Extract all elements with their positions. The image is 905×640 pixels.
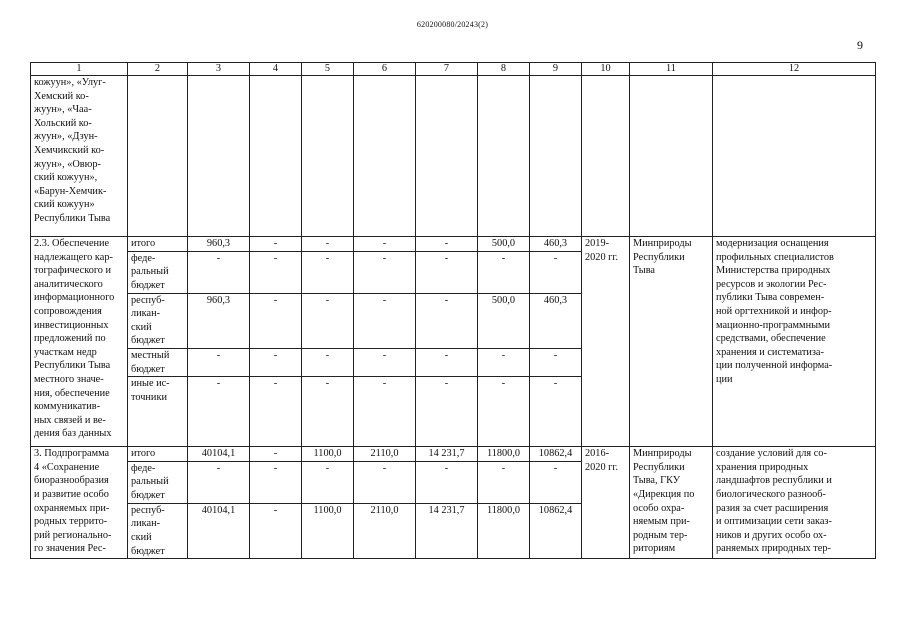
column-number: 5 — [302, 63, 354, 76]
funding-source: итого — [128, 237, 188, 252]
table-cell: 10862,4 — [530, 447, 582, 462]
period-cell: 2019- 2020 гг. — [582, 237, 630, 447]
funding-source: местный бюджет — [128, 348, 188, 376]
table-cell: - — [302, 237, 354, 252]
table-cell: - — [530, 377, 582, 447]
table-cell: 2110,0 — [354, 447, 416, 462]
table-cell: 10862,4 — [530, 503, 582, 558]
column-number: 2 — [128, 63, 188, 76]
table-cell: - — [302, 377, 354, 447]
column-number: 7 — [416, 63, 478, 76]
table-cell: - — [250, 237, 302, 252]
table-cell: - — [250, 377, 302, 447]
activity-name: 2.3. Обеспечение надлежащего кар- тографического и аналитического информационного сопровождения инвестиционных предложений по участкам недр Республики Тыва местного значе- ния, обеспечение коммуникатив- ных связей и ве- дения баз данных — [31, 237, 128, 447]
result-cell: модернизация оснащения профильных специалистов Министерства природных ресурсов и экологии Рес- публики Тыва современ- ной оргтехникой и инфор- мационно-программными средствами, обеспечение хранения и систематиза- ции полученной информа- ции — [713, 237, 876, 447]
table-cell: - — [302, 461, 354, 503]
table-cell: - — [416, 348, 478, 376]
table-cell: - — [354, 237, 416, 252]
column-number-row — [31, 63, 876, 76]
table-cell: 460,3 — [530, 237, 582, 252]
table-cell: - — [250, 348, 302, 376]
table-cell: - — [416, 293, 478, 348]
table-cell: - — [250, 293, 302, 348]
table-cell: - — [416, 237, 478, 252]
table-cell: - — [530, 348, 582, 376]
table-cell: - — [188, 251, 250, 293]
table-cell: 14 231,7 — [416, 447, 478, 462]
table-row — [31, 76, 876, 237]
table-cell: - — [302, 348, 354, 376]
table-cell: - — [188, 348, 250, 376]
executor-cell: Минприроды Республики Тыва, ГКУ «Дирекция по особо охра- няемым при- родным тер- риториям — [630, 447, 713, 559]
table-cell: - — [302, 251, 354, 293]
table-cell: - — [416, 461, 478, 503]
table-cell: - — [302, 293, 354, 348]
table-cell: - — [416, 377, 478, 447]
page-number: 9 — [857, 38, 863, 52]
activity-name: кожуун», «Улуг- Хемский ко- жуун», «Чаа- Хольский ко- жуун», «Дзун- Хемчикский ко- жуун», «Овюр- ский кожуун», «Барун-Хемчик- ский кожуун» Республики Тыва — [31, 76, 128, 237]
period-cell: 2016- 2020 гг. — [582, 447, 630, 559]
table-cell: 11800,0 — [478, 447, 530, 462]
table-cell: - — [530, 461, 582, 503]
table-cell: 500,0 — [478, 237, 530, 252]
table-cell: - — [188, 461, 250, 503]
table-cell: - — [188, 377, 250, 447]
column-number: 9 — [530, 63, 582, 76]
table-cell: 2110,0 — [354, 503, 416, 558]
table-cell: - — [354, 377, 416, 447]
table-cell: 1100,0 — [302, 503, 354, 558]
table-cell: - — [478, 251, 530, 293]
result-cell: создание условий для со- хранения природных ландшафтов республики и биологического разнооб- разия за счет расширения и оптимизации сети заказ- ников и других особо ох- раняемых природных тер- — [713, 447, 876, 559]
table-cell: - — [478, 461, 530, 503]
column-number: 10 — [582, 63, 630, 76]
column-number: 1 — [31, 63, 128, 76]
table-cell: - — [354, 461, 416, 503]
funding-source: феде- ральный бюджет — [128, 461, 188, 503]
column-number: 12 — [713, 63, 876, 76]
funding-source: итого — [128, 447, 188, 462]
table-row — [31, 237, 876, 252]
table-cell: 960,3 — [188, 237, 250, 252]
table-cell: - — [250, 447, 302, 462]
table-cell: 40104,1 — [188, 447, 250, 462]
table-cell: - — [354, 251, 416, 293]
table-cell: - — [354, 348, 416, 376]
activity-name: 3. Подпрограмма 4 «Сохранение биоразнообразия и развитие особо охраняемых при- родных террито- рий регионально- го значения Рес- — [31, 447, 128, 559]
program-table — [30, 62, 876, 559]
table-cell: 40104,1 — [188, 503, 250, 558]
table-cell: - — [416, 251, 478, 293]
funding-source: респуб- ликан- ский бюджет — [128, 293, 188, 348]
column-number: 6 — [354, 63, 416, 76]
table-cell: - — [478, 348, 530, 376]
table-row — [31, 447, 876, 462]
document-id: 620200080/20243(2) — [416, 20, 489, 29]
column-number: 11 — [630, 63, 713, 76]
column-number: 4 — [250, 63, 302, 76]
funding-source: феде- ральный бюджет — [128, 251, 188, 293]
table-cell: - — [478, 377, 530, 447]
column-number: 3 — [188, 63, 250, 76]
table-cell: - — [354, 293, 416, 348]
executor-cell: Минприроды Республики Тыва — [630, 237, 713, 447]
column-number: 8 — [478, 63, 530, 76]
table-cell: - — [250, 503, 302, 558]
table-cell: 14 231,7 — [416, 503, 478, 558]
table-cell: 1100,0 — [302, 447, 354, 462]
table-cell: 11800,0 — [478, 503, 530, 558]
table-cell: - — [250, 251, 302, 293]
table-cell: - — [250, 461, 302, 503]
table-cell: 500,0 — [478, 293, 530, 348]
table-cell: 960,3 — [188, 293, 250, 348]
table-cell: - — [530, 251, 582, 293]
funding-source: иные ис- точники — [128, 377, 188, 447]
funding-source: респуб- ликан- ский бюджет — [128, 503, 188, 558]
table-cell: 460,3 — [530, 293, 582, 348]
